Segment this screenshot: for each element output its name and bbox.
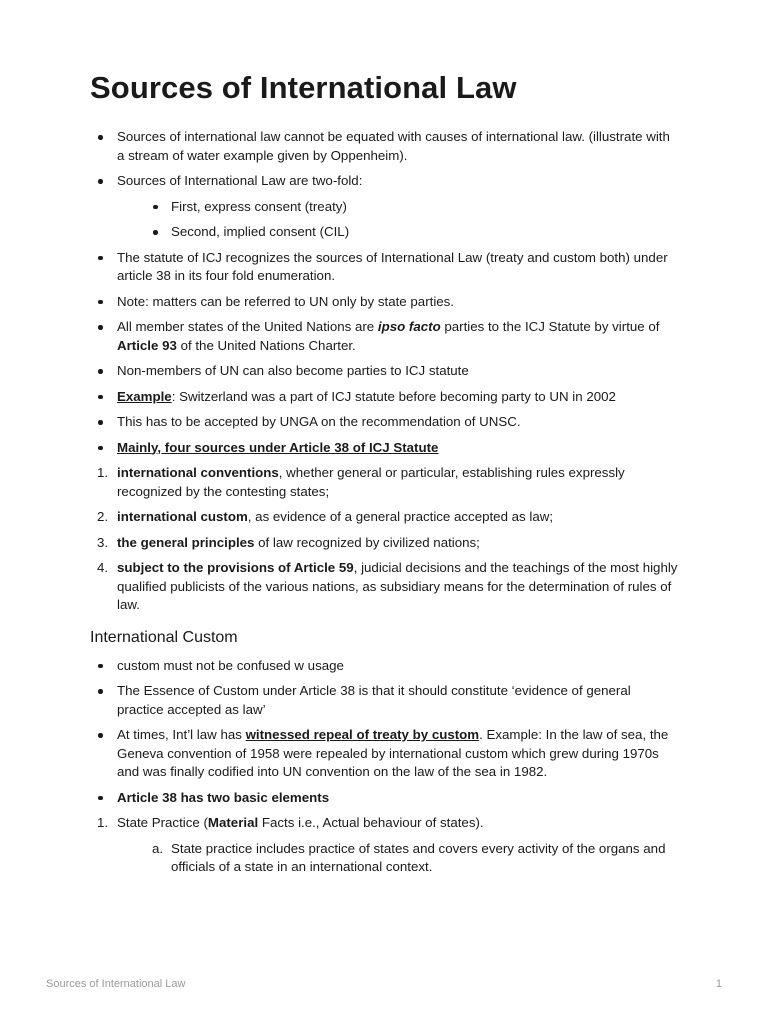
page-title: Sources of International Law: [90, 70, 517, 105]
list-item: Mainly, four sources under Article 38 of ICJ Statute: [90, 439, 680, 458]
list-item: Example: Switzerland was a part of ICJ statute before becoming party to UN in 2002: [90, 388, 680, 407]
footer-title: Sources of International Law: [46, 978, 186, 990]
list-item: All member states of the United Nations are ipso facto parties to the ICJ Statute by virtue of Article 93 of the United Nations Charter.: [90, 318, 680, 355]
list-item: This has to be accepted by UNGA on the recommendation of UNSC.: [90, 413, 680, 432]
list-item: Article 38 has two basic elements: [90, 789, 680, 808]
list-item: Sources of international law cannot be equated with causes of international law. (illustrate with a stream of water example given by Oppenheim).: [90, 128, 680, 165]
section-heading: International Custom: [90, 628, 238, 646]
list-item: The statute of ICJ recognizes the sources of International Law (treaty and custom both) under article 38 in its four fold enumeration.: [90, 249, 680, 286]
custom-bullet-list: [90, 657, 680, 808]
list-item: Non-members of UN can also become parties to ICJ statute: [90, 362, 680, 381]
list-item: Sources of International Law are two-fold: First, express consent (treaty) Second, implied consent (CIL): [90, 172, 680, 242]
list-item: custom must not be confused w usage: [90, 657, 680, 676]
list-item: 1. international conventions, whether general or particular, establishing rules expressly recognized by the contesting states;: [97, 465, 625, 499]
document-page: [90, 70, 680, 884]
list-item: Note: matters can be referred to UN only by state parties.: [90, 293, 680, 312]
sources-bullet-list: [90, 128, 680, 457]
list-item: Second, implied consent (CIL): [117, 223, 680, 242]
page-number: 1: [715, 978, 722, 990]
list-item: 1. State Practice (Material Facts i.e., Actual behaviour of states). a. State practice includes practice of states and covers every activity of the organs and officials of a state in an international context.: [90, 814, 680, 877]
elements-numbered-list: [90, 814, 680, 877]
list-item: a. State practice includes practice of states and covers every activity of the organs and officials of a state in an international context.: [152, 840, 666, 874]
article-38-numbered-list: [90, 464, 680, 615]
list-item: 4. subject to the provisions of Article 59, judicial decisions and the teachings of the most highly qualified publicists of the various nations, as subsidiary means for the determination of rules of law.: [97, 560, 678, 612]
list-item: First, express consent (treaty): [117, 198, 680, 217]
list-item: 2. international custom, as evidence of a general practice accepted as law;: [97, 509, 554, 524]
list-item: 3. the general principles of law recognized by civilized nations;: [97, 534, 480, 550]
list-item: The Essence of Custom under Article 38 is that it should constitute ‘evidence of general practice accepted as law’: [90, 682, 680, 719]
nested-lettered-list: [117, 840, 680, 877]
list-item: At times, Int’l law has witnessed repeal of treaty by custom. Example: In the law of sea, the Geneva convention of 1958 were repealed by international custom which grew during 1970s and was finally codified into UN convention on the law of the sea in 1982.: [90, 726, 680, 782]
nested-bullet-list: [117, 198, 680, 242]
